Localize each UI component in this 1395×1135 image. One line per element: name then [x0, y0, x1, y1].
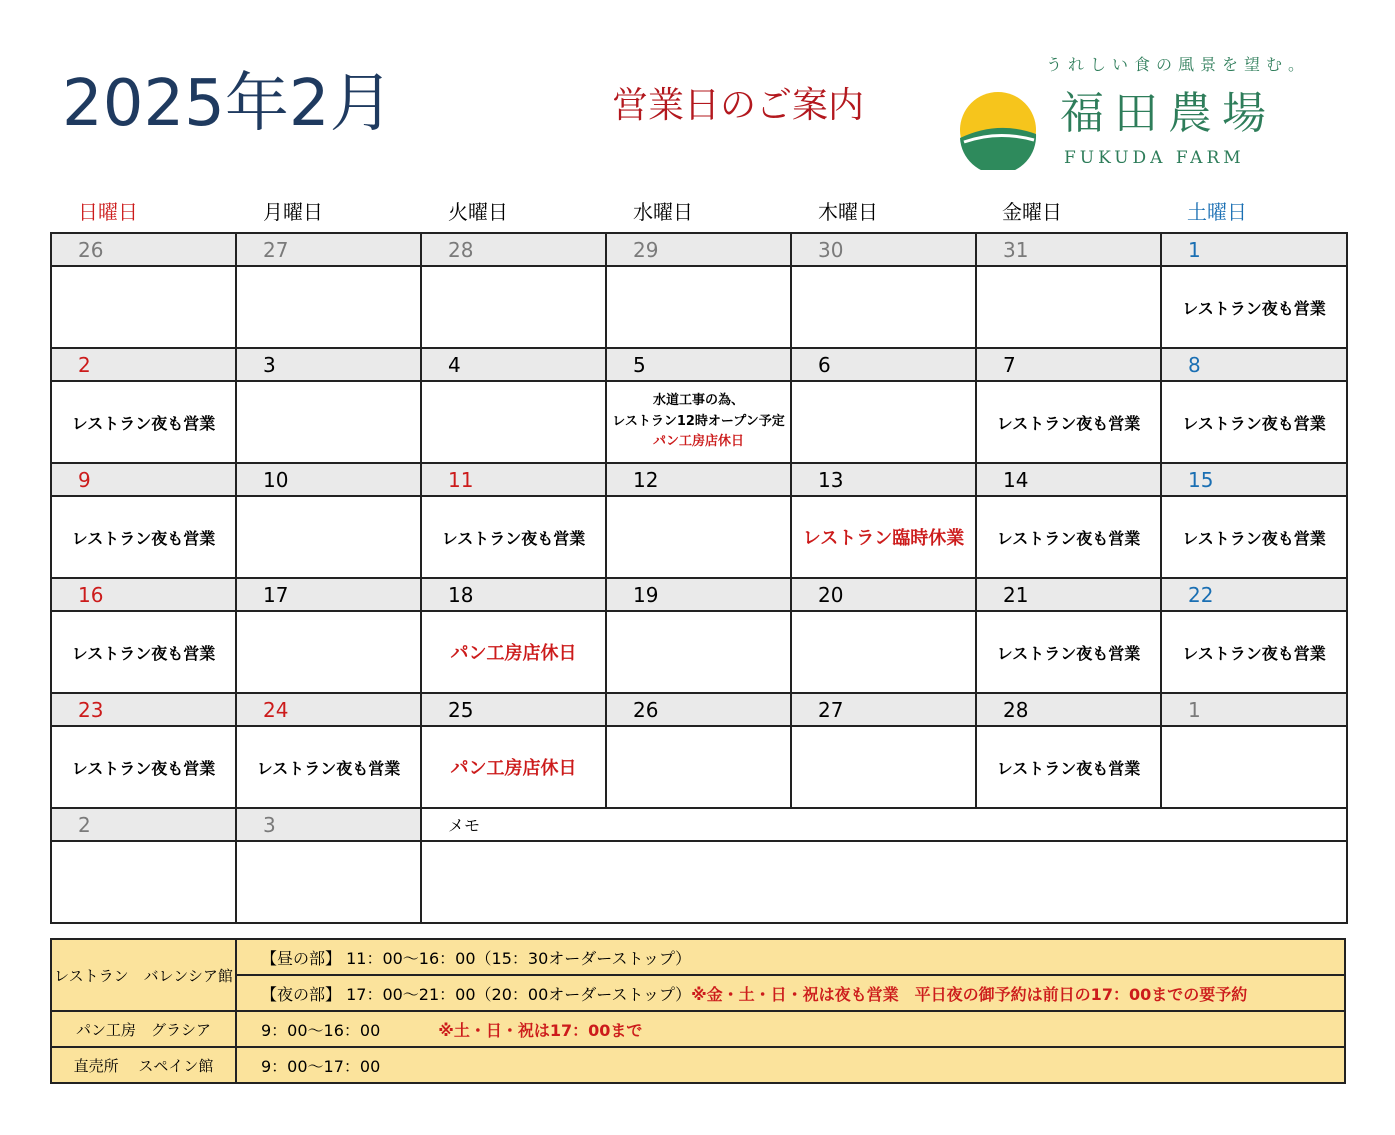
hours-table — [50, 938, 1346, 1084]
day-number: 22 — [1161, 578, 1347, 611]
memo-label: メモ — [421, 808, 1347, 841]
weekday-mon: 月曜日 — [263, 200, 323, 224]
day-event: レストラン夜も営業 — [976, 726, 1161, 808]
day-event — [606, 726, 791, 808]
day-number: 3 — [236, 808, 421, 841]
day-number: 15 — [1161, 463, 1347, 496]
dinner-hours: 【夜の部】 17：00～21：00（20：00オーダーストップ） — [261, 984, 692, 1004]
day-event — [236, 841, 421, 923]
day-number: 2 — [51, 808, 236, 841]
day-event — [606, 496, 791, 578]
day-number: 1 — [1161, 233, 1347, 266]
weekday-tue: 火曜日 — [448, 200, 508, 224]
day-event-note — [606, 381, 791, 463]
day-event — [606, 266, 791, 348]
day-event: レストラン夜も営業 — [976, 611, 1161, 693]
day-number: 7 — [976, 348, 1161, 381]
day-number: 29 — [606, 233, 791, 266]
day-number: 9 — [51, 463, 236, 496]
day-number: 26 — [606, 693, 791, 726]
weekday-fri: 金曜日 — [1002, 200, 1062, 224]
lunch-hours: 【昼の部】 11：00～16：00（15：30オーダーストップ） — [236, 939, 1345, 975]
day-number: 27 — [791, 693, 976, 726]
bakery-row — [236, 1011, 1345, 1047]
logo-name-en: FUKUDA FARM — [1064, 148, 1245, 168]
day-event — [976, 266, 1161, 348]
day-number: 18 — [421, 578, 606, 611]
day-number: 1 — [1161, 693, 1347, 726]
day-number: 4 — [421, 348, 606, 381]
shop-label: 直売所 スペイン館 — [51, 1047, 236, 1083]
day-number: 11 — [421, 463, 606, 496]
day-number: 3 — [236, 348, 421, 381]
day-number: 26 — [51, 233, 236, 266]
day-event — [791, 611, 976, 693]
day-number: 13 — [791, 463, 976, 496]
day-number: 30 — [791, 233, 976, 266]
day-number: 12 — [606, 463, 791, 496]
day-event: レストラン夜も営業 — [1161, 611, 1347, 693]
day-event: パン工房店休日 — [421, 726, 606, 808]
bakery-hours: 9：00～16：00 — [261, 1020, 381, 1040]
day-event: パン工房店休日 — [421, 611, 606, 693]
day-event — [791, 381, 976, 463]
note-line: レストラン12時オープン予定 — [612, 413, 785, 429]
day-event — [236, 266, 421, 348]
note-line: パン工房店休日 — [652, 434, 744, 450]
day-event — [791, 266, 976, 348]
day-event: レストラン夜も営業 — [976, 496, 1161, 578]
weekday-sun: 日曜日 — [78, 200, 138, 224]
day-event — [51, 266, 236, 348]
calendar-grid — [50, 232, 1348, 924]
day-event — [236, 381, 421, 463]
shop-hours: 9：00～17：00 — [236, 1047, 1345, 1083]
day-number: 28 — [976, 693, 1161, 726]
day-event — [1161, 726, 1347, 808]
day-number: 28 — [421, 233, 606, 266]
page-subtitle: 営業日のご案内 — [612, 85, 865, 126]
sun-logo-icon — [958, 90, 1038, 170]
day-number: 23 — [51, 693, 236, 726]
day-number: 8 — [1161, 348, 1347, 381]
day-event: レストラン夜も営業 — [1161, 266, 1347, 348]
weekday-thu: 木曜日 — [818, 200, 878, 224]
restaurant-label: レストラン バレンシア館 — [51, 939, 236, 1011]
day-number: 14 — [976, 463, 1161, 496]
dinner-note: ※金・土・日・祝は夜も営業 平日夜の御予約は前日の17：00までの要予約 — [691, 984, 1248, 1004]
day-event: レストラン夜も営業 — [51, 726, 236, 808]
day-number: 20 — [791, 578, 976, 611]
day-number: 27 — [236, 233, 421, 266]
day-event — [236, 611, 421, 693]
day-event — [791, 726, 976, 808]
day-number: 17 — [236, 578, 421, 611]
day-event: レストラン夜も営業 — [976, 381, 1161, 463]
day-event: レストラン臨時休業 — [791, 496, 976, 578]
day-number: 25 — [421, 693, 606, 726]
day-number: 10 — [236, 463, 421, 496]
day-event — [51, 841, 236, 923]
day-event — [236, 496, 421, 578]
dinner-row — [236, 975, 1345, 1011]
day-number: 6 — [791, 348, 976, 381]
day-event — [606, 611, 791, 693]
logo-tagline: うれしい食の風景を望む。 — [1046, 55, 1311, 74]
day-event — [421, 381, 606, 463]
bakery-label: パン工房 グラシア — [51, 1011, 236, 1047]
note-line: 水道工事の為、 — [652, 392, 744, 408]
day-event: レストラン夜も営業 — [1161, 496, 1347, 578]
day-event: レストラン夜も営業 — [421, 496, 606, 578]
memo-area — [421, 841, 1347, 923]
day-event: レストラン夜も営業 — [51, 496, 236, 578]
day-number: 19 — [606, 578, 791, 611]
day-event: レストラン夜も営業 — [1161, 381, 1347, 463]
day-event: レストラン夜も営業 — [51, 381, 236, 463]
day-number: 16 — [51, 578, 236, 611]
day-number: 2 — [51, 348, 236, 381]
day-number: 31 — [976, 233, 1161, 266]
weekday-sat: 土曜日 — [1187, 200, 1247, 224]
day-number: 5 — [606, 348, 791, 381]
weekday-wed: 水曜日 — [633, 200, 693, 224]
day-event — [421, 266, 606, 348]
day-event: レストラン夜も営業 — [236, 726, 421, 808]
day-event: レストラン夜も営業 — [51, 611, 236, 693]
bakery-note: ※土・日・祝は17：00まで — [438, 1020, 643, 1040]
logo-name-jp: 福田農場 — [1060, 88, 1276, 139]
day-number: 24 — [236, 693, 421, 726]
day-number: 21 — [976, 578, 1161, 611]
page-title: 2025年2月 — [62, 67, 394, 141]
